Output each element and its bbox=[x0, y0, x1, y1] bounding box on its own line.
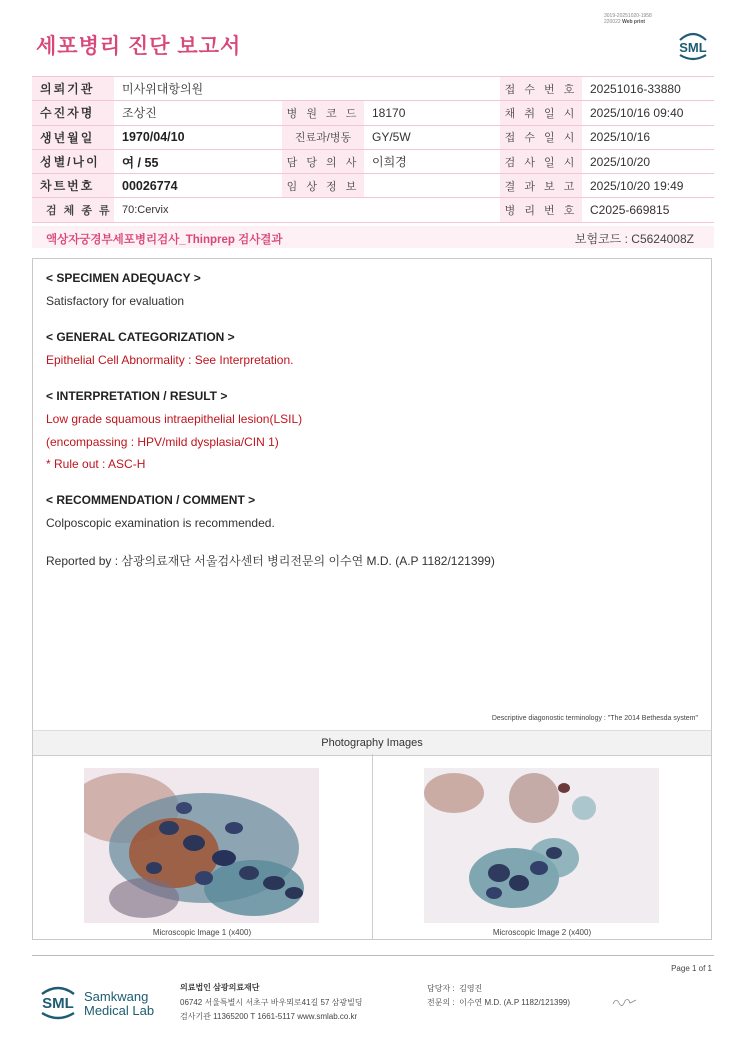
print-label: Web print bbox=[622, 19, 646, 25]
collect-label: 채 취 일 시 bbox=[500, 101, 582, 125]
report-title: 세포병리 진단 보고서 bbox=[36, 35, 242, 58]
sexage-value: 여 / 55 bbox=[114, 149, 282, 173]
table-row bbox=[32, 149, 714, 173]
hosp-code-label: 병 원 코 드 bbox=[282, 101, 364, 125]
table-row bbox=[32, 198, 714, 222]
chart-label: 차트번호 bbox=[32, 174, 114, 198]
logo-text: SML bbox=[679, 40, 707, 55]
req-org-label: 의뢰기관 bbox=[32, 77, 114, 101]
staff-name: 김영진 bbox=[459, 984, 483, 993]
hosp-code-value: 18170 bbox=[364, 101, 500, 125]
footer-org: 의료법인 삼광의료재단 bbox=[180, 983, 260, 992]
specimen-label: 검 체 종 류 bbox=[32, 198, 114, 222]
image-1-caption: Microscopic Image 1 (x400) bbox=[152, 928, 252, 937]
interpretation-line3: * Rule out : ASC-H bbox=[46, 457, 146, 471]
brand-line1: Samkwang bbox=[84, 989, 149, 1004]
microscopic-image-1 bbox=[84, 768, 319, 923]
print-code bbox=[604, 13, 652, 25]
footer-address: 06742 서울특별시 서초구 바우뫼로41길 57 삼광빌딩 bbox=[180, 998, 363, 1007]
table-row bbox=[32, 125, 714, 149]
specialist-name: 이수연 M.D. (A.P 1182/121399) bbox=[459, 998, 571, 1007]
result-label: 결 과 보 고 bbox=[500, 174, 582, 198]
specialist-label: 전문의 : bbox=[427, 998, 455, 1007]
dob-label: 생년월일 bbox=[32, 125, 114, 149]
page-indicator: Page 1 of 1 bbox=[671, 964, 712, 973]
category-text: Epithelial Cell Abnormality : See Interpretation. bbox=[46, 353, 294, 367]
interpretation-heading: < INTERPRETATION / RESULT > bbox=[46, 389, 228, 403]
footer-contact: 검사기관 11365200 T 1661-5117 www.smlab.co.kr bbox=[180, 1012, 358, 1021]
brand-line2: Medical Lab bbox=[84, 1003, 155, 1018]
reported-by: Reported by : 삼광의료재단 서울검사센터 병리전문의 이수연 M.D. (A.P 1182/121399) bbox=[46, 554, 495, 568]
result-value: 2025/10/20 19:49 bbox=[582, 174, 714, 198]
chart-value: 00026774 bbox=[114, 174, 282, 198]
footer-staff bbox=[427, 982, 570, 1010]
sexage-label: 성별/나이 bbox=[32, 149, 114, 173]
image-2-caption: Microscopic Image 2 (x400) bbox=[492, 928, 592, 937]
receipt-date-label: 접 수 일 시 bbox=[500, 125, 582, 149]
dept-value: GY/5W bbox=[364, 125, 500, 149]
doctor-value: 이희경 bbox=[364, 149, 500, 173]
interpretation-line2: (encompassing : HPV/mild dysplasia/CIN 1) bbox=[46, 435, 279, 449]
footer-divider bbox=[32, 955, 714, 956]
brand-name bbox=[84, 990, 154, 1018]
cell-image-2-icon bbox=[424, 768, 659, 923]
patient-info-table bbox=[32, 76, 714, 223]
clinical-value bbox=[364, 174, 500, 198]
receipt-date-value: 2025/10/16 bbox=[582, 125, 714, 149]
test-name: 액상자궁경부세포병리검사_Thinprep 검사결과 bbox=[46, 234, 283, 246]
collect-value: 2025/10/16 09:40 bbox=[582, 101, 714, 125]
photo-divider bbox=[372, 754, 373, 940]
receipt-no-label: 접 수 번 호 bbox=[500, 77, 582, 101]
staff-label: 담당자 : bbox=[427, 984, 455, 993]
clinical-label: 임 상 정 보 bbox=[282, 174, 364, 198]
path-no-value: C2025-669815 bbox=[582, 198, 714, 222]
category-heading: < GENERAL CATEGORIZATION > bbox=[46, 330, 235, 344]
print-code-line1: 3019-20251020-1958 bbox=[604, 13, 652, 19]
table-row bbox=[32, 77, 714, 101]
print-code-line2: 220022 bbox=[604, 19, 621, 25]
dob-value: 1970/04/10 bbox=[114, 125, 282, 149]
exam-value: 2025/10/20 bbox=[582, 149, 714, 173]
receipt-no-value: 20251016-33880 bbox=[582, 77, 714, 101]
path-no-label: 병 리 번 호 bbox=[500, 198, 582, 222]
doctor-label: 담 당 의 사 bbox=[282, 149, 364, 173]
sml-footer-logo-icon bbox=[36, 980, 80, 1024]
adequacy-text: Satisfactory for evaluation bbox=[46, 294, 185, 308]
dept-label: 진료과/병동 bbox=[282, 125, 364, 149]
exam-label: 검 사 일 시 bbox=[500, 149, 582, 173]
insurance-code: 보험코드 : C5624008Z bbox=[574, 232, 694, 246]
interpretation-line1: Low grade squamous intraepithelial lesion(LSIL) bbox=[46, 412, 303, 426]
recommendation-text: Colposcopic examination is recommended. bbox=[46, 516, 275, 530]
microscopic-image-2 bbox=[424, 768, 659, 923]
signature-icon bbox=[612, 995, 638, 1007]
cell-image-1-icon bbox=[84, 768, 319, 923]
patient-value: 조상진 bbox=[114, 101, 282, 125]
req-org-value: 미사위대항의원 bbox=[114, 77, 500, 101]
recommendation-heading: < RECOMMENDATION / COMMENT > bbox=[46, 493, 256, 507]
specimen-value: 70:Cervix bbox=[114, 198, 500, 222]
photo-section-title: Photography Images bbox=[33, 730, 711, 756]
footer-logo-text: SML bbox=[42, 995, 74, 1012]
patient-label: 수진자명 bbox=[32, 101, 114, 125]
terminology-note: Descriptive diagonostic terminology : "The 2014 Bethesda system" bbox=[491, 715, 698, 722]
table-row bbox=[32, 174, 714, 198]
adequacy-heading: < SPECIMEN ADEQUACY > bbox=[46, 271, 201, 285]
sml-logo-icon bbox=[674, 28, 712, 62]
footer-address-block bbox=[180, 996, 363, 1024]
table-row bbox=[32, 101, 714, 125]
